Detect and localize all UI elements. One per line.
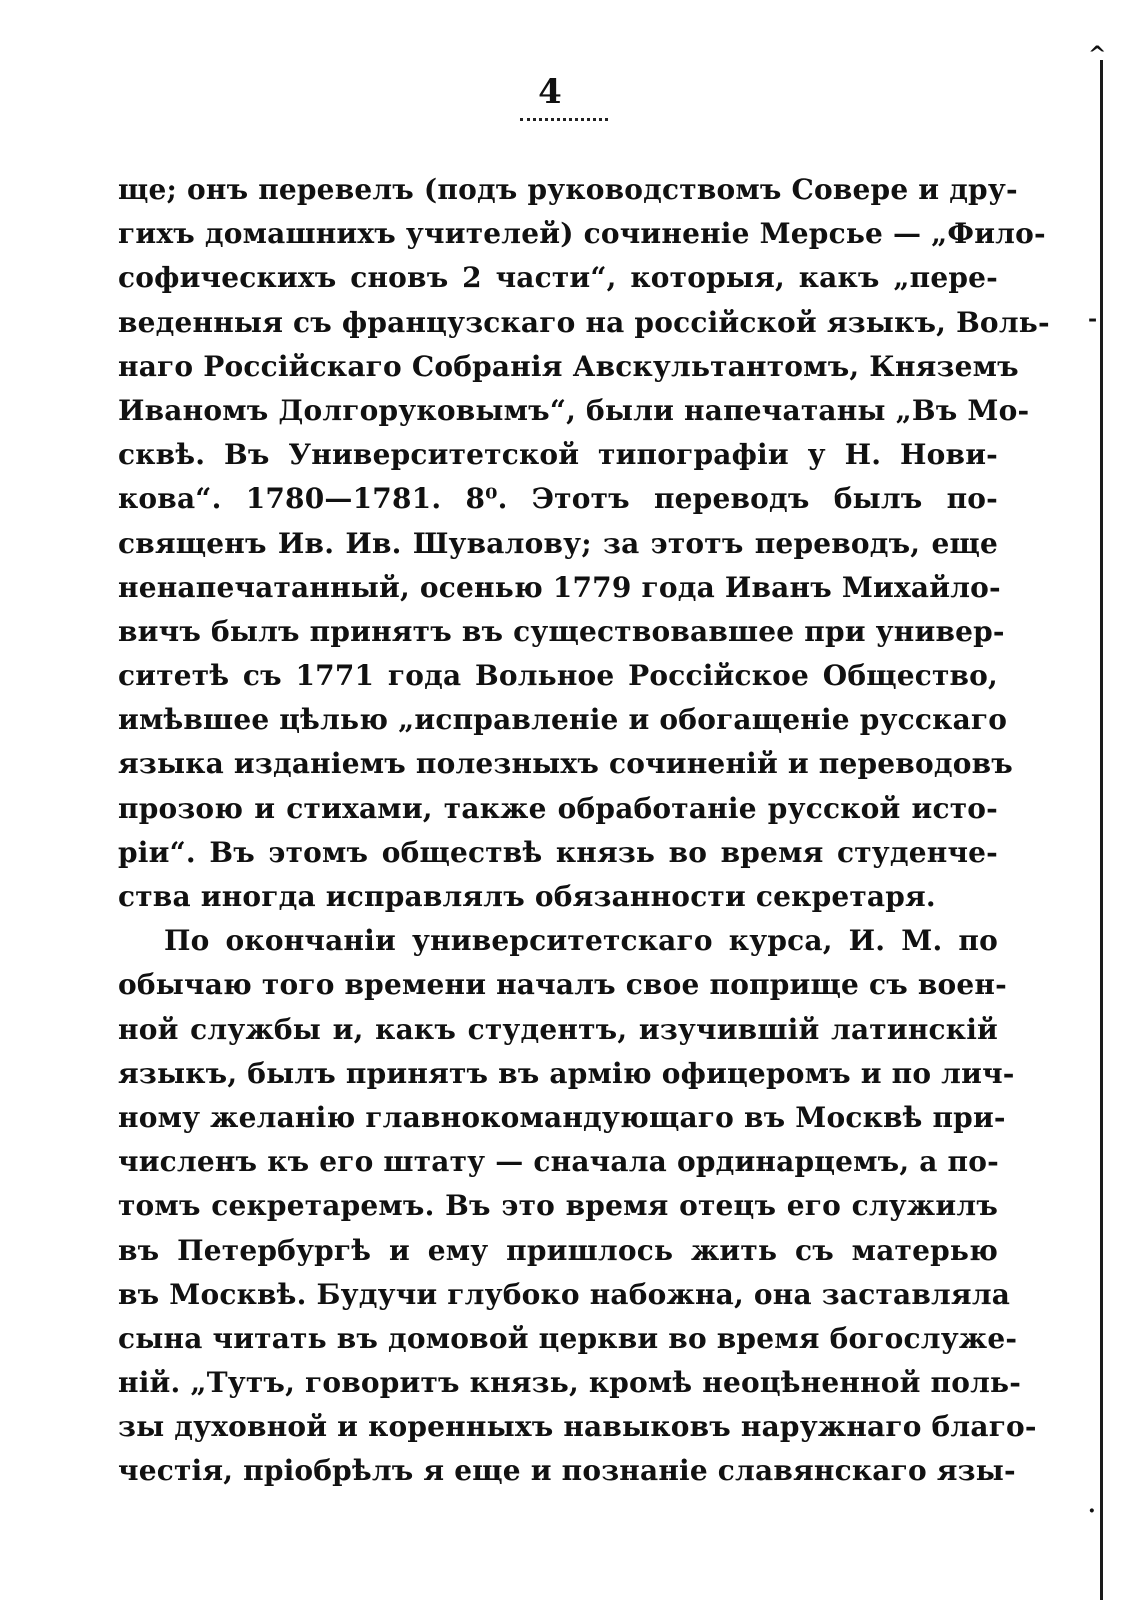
text-line: вичъ былъ принятъ въ существовавшее при универ- <box>118 614 1005 648</box>
text-line: гихъ домашнихъ учителей) сочиненіе Мерсье — „Фило- <box>118 217 1046 251</box>
text-line: сына читать въ домовой церкви во время богослуже- <box>118 1321 1018 1355</box>
text-line: ріи“. Въ этомъ обществѣ князь во время студенче- <box>118 835 998 869</box>
text-line: веденныя съ французскаго на россійской языкъ, Воль- <box>118 305 1050 339</box>
margin-mark: · <box>1088 1498 1096 1524</box>
page-number: 4 <box>538 72 562 112</box>
text-line: честія, пріобрѣлъ я еще и познаніе славянскаго язы- <box>118 1454 1016 1488</box>
text-line: ненапечатанный, осенью 1779 года Иванъ Михайло- <box>118 570 1001 604</box>
text-line: сквѣ. Въ Университетской типографіи у Н. Нови- <box>118 438 998 472</box>
text-line: софическихъ сновъ 2 части“, которыя, какъ „пере- <box>118 261 998 295</box>
text-line: зы духовной и коренныхъ навыковъ наружнаго благо- <box>118 1410 1037 1444</box>
text-line: ній. „Тутъ, говоритъ князь, кромѣ неоцѣненной поль- <box>118 1366 1022 1400</box>
text-line: Иваномъ Долгоруковымъ“, были напечатаны „Въ Мо- <box>118 393 1030 427</box>
text-line: ще; онъ перевелъ (подъ руководствомъ Совере и дру- <box>118 173 1018 206</box>
text-line: ства иногда исправлялъ обязанности секретаря. <box>118 880 936 913</box>
text-line: По окончаніи университетскаго курса, И. М. по <box>164 924 998 958</box>
text-line: обычаю того времени началъ свое поприще съ воен- <box>118 968 1007 1002</box>
text-line: кова“. 1780—1781. 8⁰. Этотъ переводъ былъ по- <box>118 482 998 516</box>
paragraph-1 <box>118 168 1050 919</box>
text-line: въ Петербургѣ и ему пришлось жить съ матерью <box>118 1233 998 1267</box>
text-line: томъ секретаремъ. Въ это время отецъ его служилъ <box>118 1189 998 1223</box>
page-number-rule <box>520 118 608 121</box>
text-line: наго Россійскаго Собранія Авскультантомъ, Княземъ <box>118 349 1019 383</box>
text-block <box>118 168 1050 1494</box>
text-line: языкъ, былъ принятъ въ армію офицеромъ и по лич- <box>118 1056 1015 1090</box>
text-line: въ Москвѣ. Будучи глубоко набожна, она заставляла <box>118 1277 1011 1311</box>
text-line: языка изданіемъ полезныхъ сочиненій и переводовъ <box>118 747 1013 781</box>
margin-mark: ‐ <box>1088 306 1098 332</box>
text-line: ной службы и, какъ студентъ, изучившій латинскій <box>118 1012 998 1046</box>
paragraph-2 <box>118 919 1037 1493</box>
text-line: имѣвшее цѣлью „исправленіе и обогащеніе русскаго <box>118 703 1008 737</box>
text-line: ному желанію главнокомандующаго въ Москвѣ при- <box>118 1100 1006 1134</box>
text-line: численъ къ его штату — сначала ординарцемъ, а по- <box>118 1145 999 1179</box>
text-line: прозою и стихами, также обработаніе русской исто- <box>118 791 998 825</box>
margin-mark: ^ <box>1088 42 1107 68</box>
text-line: ситетѣ съ 1771 года Вольное Россійское Общество, <box>118 659 998 693</box>
text-line: священъ Ив. Ив. Шувалову; за этотъ переводъ, еще <box>118 526 998 560</box>
page-edge-rule <box>1100 60 1103 1600</box>
